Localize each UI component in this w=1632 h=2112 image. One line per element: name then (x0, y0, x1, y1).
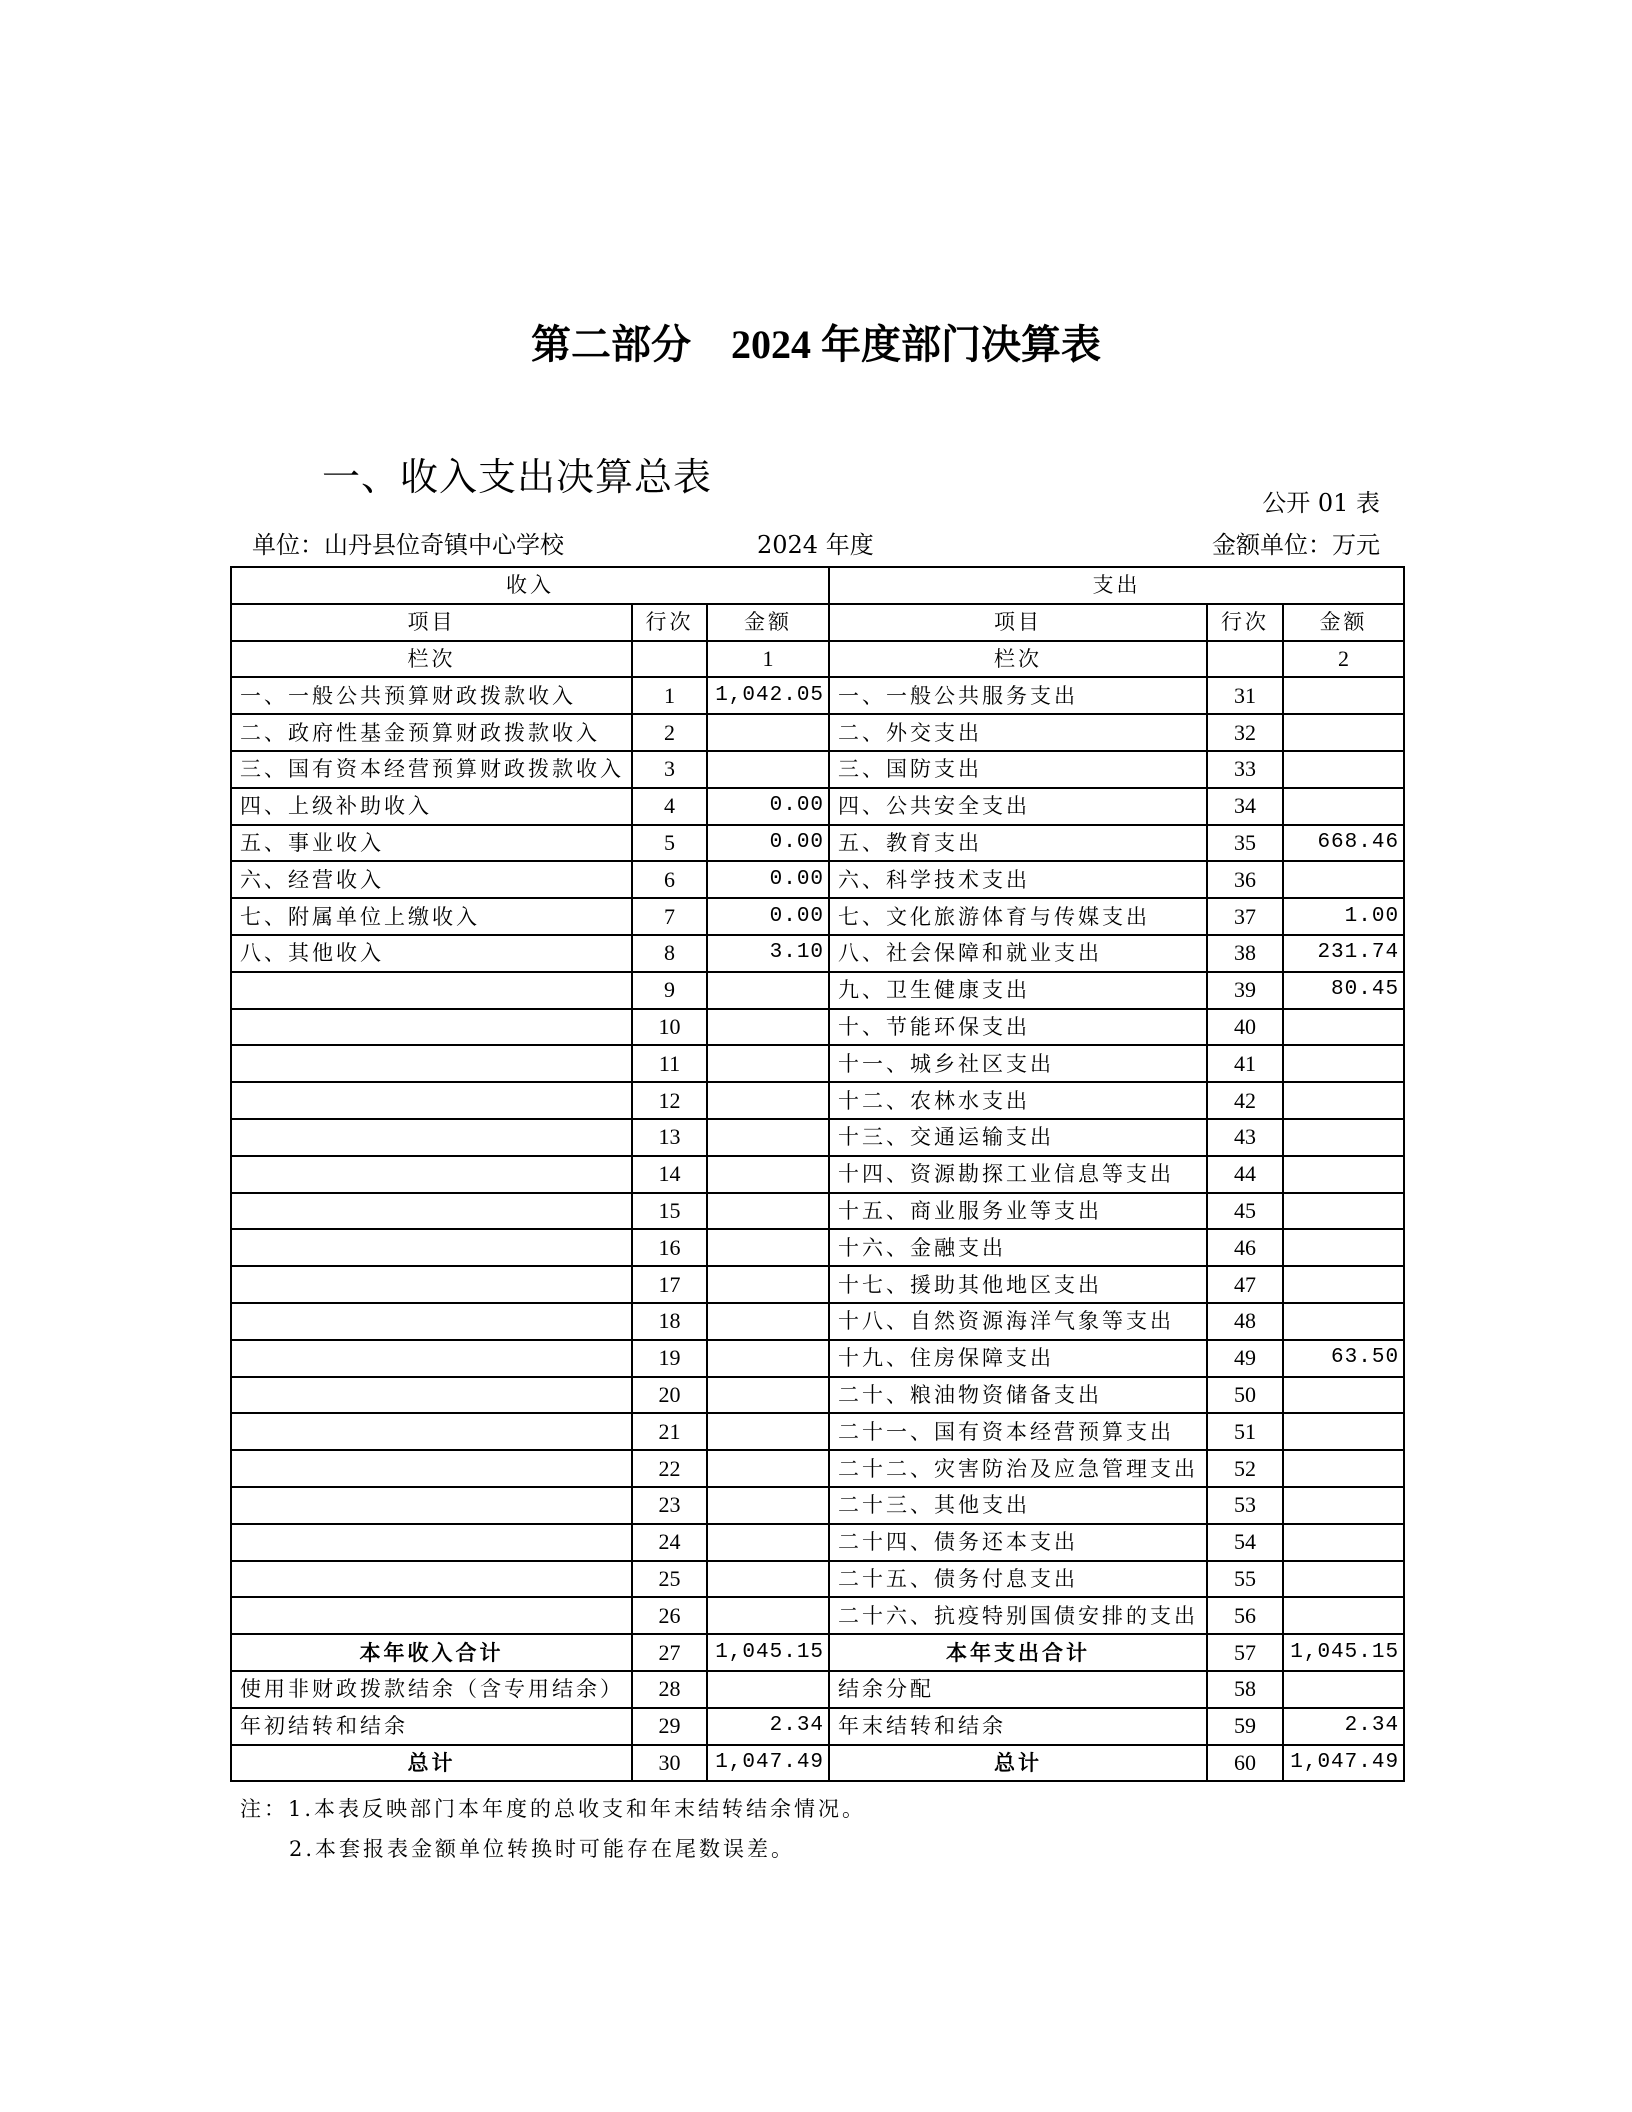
expense-item: 二十三、其他支出 (829, 1487, 1207, 1524)
expense-row-no: 49 (1207, 1340, 1283, 1377)
expense-item: 七、文化旅游体育与传媒支出 (829, 898, 1207, 935)
table-row (231, 788, 1404, 825)
income-row-no: 7 (632, 898, 707, 935)
expense-amount (1283, 1377, 1404, 1414)
year-label: 2024 年度 (757, 531, 874, 559)
income-row-no: 11 (632, 1045, 707, 1082)
income-row-no: 18 (632, 1303, 707, 1340)
expense-amount (1283, 1413, 1404, 1450)
expense-row-no: 37 (1207, 898, 1283, 935)
expense-amount: 1,047.49 (1283, 1745, 1404, 1782)
expense-row-no: 50 (1207, 1377, 1283, 1414)
income-row-no: 30 (632, 1745, 707, 1782)
expense-amount (1283, 1266, 1404, 1303)
expense-item: 十、节能环保支出 (829, 1009, 1207, 1046)
income-item (231, 1009, 632, 1046)
expense-item: 十二、农林水支出 (829, 1082, 1207, 1119)
expense-item: 二十二、灾害防治及应急管理支出 (829, 1450, 1207, 1487)
expense-row-no: 44 (1207, 1156, 1283, 1193)
expense-column-blank (1207, 641, 1283, 678)
expense-amount (1283, 1303, 1404, 1340)
income-item: 三、国有资本经营预算财政拨款收入 (231, 751, 632, 788)
income-item: 七、附属单位上缴收入 (231, 898, 632, 935)
income-row-no: 22 (632, 1450, 707, 1487)
total-row (231, 1634, 1404, 1671)
income-amount (707, 1597, 829, 1634)
table-row (231, 1193, 1404, 1230)
expense-item: 十五、商业服务业等支出 (829, 1193, 1207, 1230)
expense-row-no: 46 (1207, 1229, 1283, 1266)
expense-item: 十九、住房保障支出 (829, 1340, 1207, 1377)
income-amount (707, 1377, 829, 1414)
income-amount (707, 1450, 829, 1487)
expense-amount (1283, 1193, 1404, 1230)
income-amount: 1,045.15 (707, 1634, 829, 1671)
expense-item: 十一、城乡社区支出 (829, 1045, 1207, 1082)
table-row (231, 1597, 1404, 1634)
income-amount (707, 1045, 829, 1082)
table-row (231, 861, 1404, 898)
expense-amount (1283, 1009, 1404, 1046)
expense-row-no: 40 (1207, 1009, 1283, 1046)
table-row (231, 1009, 1404, 1046)
expense-row-no: 59 (1207, 1708, 1283, 1745)
income-amount (707, 1082, 829, 1119)
income-item (231, 1597, 632, 1634)
income-row-no: 28 (632, 1671, 707, 1708)
expense-item: 九、卫生健康支出 (829, 972, 1207, 1009)
expense-amount (1283, 1045, 1404, 1082)
expense-row-no: 57 (1207, 1634, 1283, 1671)
expense-item: 二十、粮油物资储备支出 (829, 1377, 1207, 1414)
income-item: 五、事业收入 (231, 825, 632, 862)
table-row (231, 1303, 1404, 1340)
expense-item: 二十六、抗疫特别国债安排的支出 (829, 1597, 1207, 1634)
income-item: 八、其他收入 (231, 935, 632, 972)
expense-amount: 1,045.15 (1283, 1634, 1404, 1671)
income-item: 六、经营收入 (231, 861, 632, 898)
table-row (231, 1377, 1404, 1414)
total-row (231, 1708, 1404, 1745)
income-column-number: 1 (707, 641, 829, 678)
column-header-row (231, 604, 1404, 641)
expense-item: 二十五、债务付息支出 (829, 1561, 1207, 1598)
expense-amount (1283, 788, 1404, 825)
income-item: 四、上级补助收入 (231, 788, 632, 825)
income-item-header: 项目 (231, 604, 632, 641)
income-item: 使用非财政拨款结余（含专用结余） (231, 1671, 632, 1708)
income-amount (707, 1193, 829, 1230)
income-row-no: 5 (632, 825, 707, 862)
expense-row-no: 52 (1207, 1450, 1283, 1487)
expense-row-no: 38 (1207, 935, 1283, 972)
income-item: 年初结转和结余 (231, 1708, 632, 1745)
expense-item: 四、公共安全支出 (829, 788, 1207, 825)
income-row-no: 6 (632, 861, 707, 898)
expense-item: 结余分配 (829, 1671, 1207, 1708)
table-row (231, 1561, 1404, 1598)
table-row (231, 1156, 1404, 1193)
expense-amount (1283, 861, 1404, 898)
income-row-no: 15 (632, 1193, 707, 1230)
expense-row-no: 39 (1207, 972, 1283, 1009)
income-amount (707, 1229, 829, 1266)
income-row-no: 25 (632, 1561, 707, 1598)
expense-amount (1283, 677, 1404, 714)
income-item (231, 1266, 632, 1303)
table-row (231, 1413, 1404, 1450)
section-header-row (231, 567, 1404, 604)
note-1: 注：1.本表反映部门本年度的总收支和年末结转结余情况。 (240, 1797, 867, 1821)
expense-amount-header: 金额 (1283, 604, 1404, 641)
expense-item: 五、教育支出 (829, 825, 1207, 862)
expense-item: 八、社会保障和就业支出 (829, 935, 1207, 972)
expense-row-no: 47 (1207, 1266, 1283, 1303)
table-row (231, 1487, 1404, 1524)
table-row (231, 1524, 1404, 1561)
expense-row-no-header: 行次 (1207, 604, 1283, 641)
table-row (231, 714, 1404, 751)
expense-amount: 668.46 (1283, 825, 1404, 862)
expense-item: 年末结转和结余 (829, 1708, 1207, 1745)
expense-row-no: 48 (1207, 1303, 1283, 1340)
expense-amount (1283, 1524, 1404, 1561)
expense-row-no: 55 (1207, 1561, 1283, 1598)
table-row (231, 1450, 1404, 1487)
expense-row-no: 33 (1207, 751, 1283, 788)
income-item (231, 1450, 632, 1487)
income-row-no: 26 (632, 1597, 707, 1634)
income-header: 收入 (231, 567, 829, 604)
income-row-no: 16 (632, 1229, 707, 1266)
income-row-no: 17 (632, 1266, 707, 1303)
expense-column-label: 栏次 (829, 641, 1207, 678)
income-amount: 0.00 (707, 825, 829, 862)
income-row-no: 24 (632, 1524, 707, 1561)
income-amount (707, 1009, 829, 1046)
expense-row-no: 58 (1207, 1671, 1283, 1708)
income-row-no: 29 (632, 1708, 707, 1745)
expense-amount (1283, 714, 1404, 751)
income-item (231, 1524, 632, 1561)
income-item (231, 1561, 632, 1598)
income-item: 本年收入合计 (231, 1634, 632, 1671)
income-amount (707, 751, 829, 788)
expense-row-no: 51 (1207, 1413, 1283, 1450)
expense-item: 十三、交通运输支出 (829, 1119, 1207, 1156)
expense-amount (1283, 1119, 1404, 1156)
note-2: 2.本套报表金额单位转换时可能存在尾数误差。 (289, 1837, 796, 1861)
income-item: 二、政府性基金预算财政拨款收入 (231, 714, 632, 751)
income-amount-header: 金额 (707, 604, 829, 641)
income-amount: 1,047.49 (707, 1745, 829, 1782)
expense-amount: 63.50 (1283, 1340, 1404, 1377)
expense-item: 十六、金融支出 (829, 1229, 1207, 1266)
income-item (231, 1377, 632, 1414)
expense-amount (1283, 1229, 1404, 1266)
income-row-no: 9 (632, 972, 707, 1009)
income-amount (707, 1524, 829, 1561)
income-amount (707, 714, 829, 751)
income-row-no: 23 (632, 1487, 707, 1524)
income-amount: 1,042.05 (707, 677, 829, 714)
total-row (231, 1745, 1404, 1782)
table-row (231, 1229, 1404, 1266)
expense-amount (1283, 1561, 1404, 1598)
organization-label: 单位：山丹县位奇镇中心学校 (252, 531, 564, 559)
expense-row-no: 32 (1207, 714, 1283, 751)
expense-row-no: 42 (1207, 1082, 1283, 1119)
expense-row-no: 34 (1207, 788, 1283, 825)
income-amount: 0.00 (707, 788, 829, 825)
income-amount (707, 1413, 829, 1450)
income-amount (707, 1266, 829, 1303)
table-row (231, 1045, 1404, 1082)
income-row-no: 3 (632, 751, 707, 788)
income-amount: 0.00 (707, 898, 829, 935)
expense-item: 三、国防支出 (829, 751, 1207, 788)
expense-amount (1283, 1082, 1404, 1119)
income-amount (707, 1561, 829, 1598)
expense-item: 十四、资源勘探工业信息等支出 (829, 1156, 1207, 1193)
income-row-no: 8 (632, 935, 707, 972)
income-amount (707, 1671, 829, 1708)
table-row (231, 1082, 1404, 1119)
table-row (231, 1266, 1404, 1303)
income-row-no: 2 (632, 714, 707, 751)
table-row (231, 1340, 1404, 1377)
income-amount (707, 1487, 829, 1524)
income-row-no: 4 (632, 788, 707, 825)
income-item (231, 1487, 632, 1524)
income-item (231, 1193, 632, 1230)
income-amount (707, 1156, 829, 1193)
expense-row-no: 45 (1207, 1193, 1283, 1230)
expense-item: 一、一般公共服务支出 (829, 677, 1207, 714)
expense-column-number: 2 (1283, 641, 1404, 678)
income-row-no: 12 (632, 1082, 707, 1119)
table-row (231, 898, 1404, 935)
expense-item: 二十四、债务还本支出 (829, 1524, 1207, 1561)
income-row-no: 14 (632, 1156, 707, 1193)
expense-row-no: 31 (1207, 677, 1283, 714)
expense-item: 十八、自然资源海洋气象等支出 (829, 1303, 1207, 1340)
form-number: 公开 01 表 (1262, 489, 1380, 517)
expense-amount: 2.34 (1283, 1708, 1404, 1745)
income-item: 总计 (231, 1745, 632, 1782)
column-number-row (231, 641, 1404, 678)
income-item (231, 1413, 632, 1450)
income-item (231, 1119, 632, 1156)
expense-row-no: 35 (1207, 825, 1283, 862)
income-amount: 3.10 (707, 935, 829, 972)
income-amount (707, 972, 829, 1009)
expense-row-no: 53 (1207, 1487, 1283, 1524)
income-item (231, 1229, 632, 1266)
page-title: 第二部分 2024 年度部门决算表 (531, 322, 1101, 367)
expense-amount (1283, 1450, 1404, 1487)
expense-row-no: 54 (1207, 1524, 1283, 1561)
expense-row-no: 36 (1207, 861, 1283, 898)
expense-amount: 1.00 (1283, 898, 1404, 935)
income-column-label: 栏次 (231, 641, 632, 678)
income-amount (707, 1303, 829, 1340)
income-item (231, 1340, 632, 1377)
expense-amount: 80.45 (1283, 972, 1404, 1009)
table-row (231, 972, 1404, 1009)
expense-item: 六、科学技术支出 (829, 861, 1207, 898)
expense-amount (1283, 1156, 1404, 1193)
expense-item: 总计 (829, 1745, 1207, 1782)
table-row (231, 677, 1404, 714)
table-row (231, 751, 1404, 788)
income-item (231, 1082, 632, 1119)
expense-row-no: 60 (1207, 1745, 1283, 1782)
income-item (231, 972, 632, 1009)
income-item: 一、一般公共预算财政拨款收入 (231, 677, 632, 714)
income-row-no: 27 (632, 1634, 707, 1671)
expense-amount (1283, 751, 1404, 788)
expense-row-no: 56 (1207, 1597, 1283, 1634)
expense-item-header: 项目 (829, 604, 1207, 641)
expense-header: 支出 (829, 567, 1404, 604)
expense-amount (1283, 1671, 1404, 1708)
total-row (231, 1671, 1404, 1708)
income-row-no: 20 (632, 1377, 707, 1414)
income-row-no: 10 (632, 1009, 707, 1046)
expense-amount: 231.74 (1283, 935, 1404, 972)
income-amount: 0.00 (707, 861, 829, 898)
table-row (231, 935, 1404, 972)
expense-row-no: 43 (1207, 1119, 1283, 1156)
income-amount (707, 1119, 829, 1156)
income-row-no: 19 (632, 1340, 707, 1377)
expense-amount (1283, 1597, 1404, 1634)
income-row-no: 13 (632, 1119, 707, 1156)
income-item (231, 1156, 632, 1193)
expense-item: 二、外交支出 (829, 714, 1207, 751)
expense-item: 本年支出合计 (829, 1634, 1207, 1671)
income-row-no: 21 (632, 1413, 707, 1450)
income-expense-summary-table (230, 566, 1405, 1782)
income-amount (707, 1340, 829, 1377)
income-item (231, 1303, 632, 1340)
income-amount: 2.34 (707, 1708, 829, 1745)
table-row (231, 1119, 1404, 1156)
income-row-no-header: 行次 (632, 604, 707, 641)
expense-row-no: 41 (1207, 1045, 1283, 1082)
expense-item: 十七、援助其他地区支出 (829, 1266, 1207, 1303)
expense-item: 二十一、国有资本经营预算支出 (829, 1413, 1207, 1450)
table-row (231, 825, 1404, 862)
income-item (231, 1045, 632, 1082)
income-column-blank (632, 641, 707, 678)
money-unit-label: 金额单位：万元 (1212, 531, 1380, 559)
income-row-no: 1 (632, 677, 707, 714)
expense-amount (1283, 1487, 1404, 1524)
section-title: 一、收入支出决算总表 (322, 455, 713, 499)
